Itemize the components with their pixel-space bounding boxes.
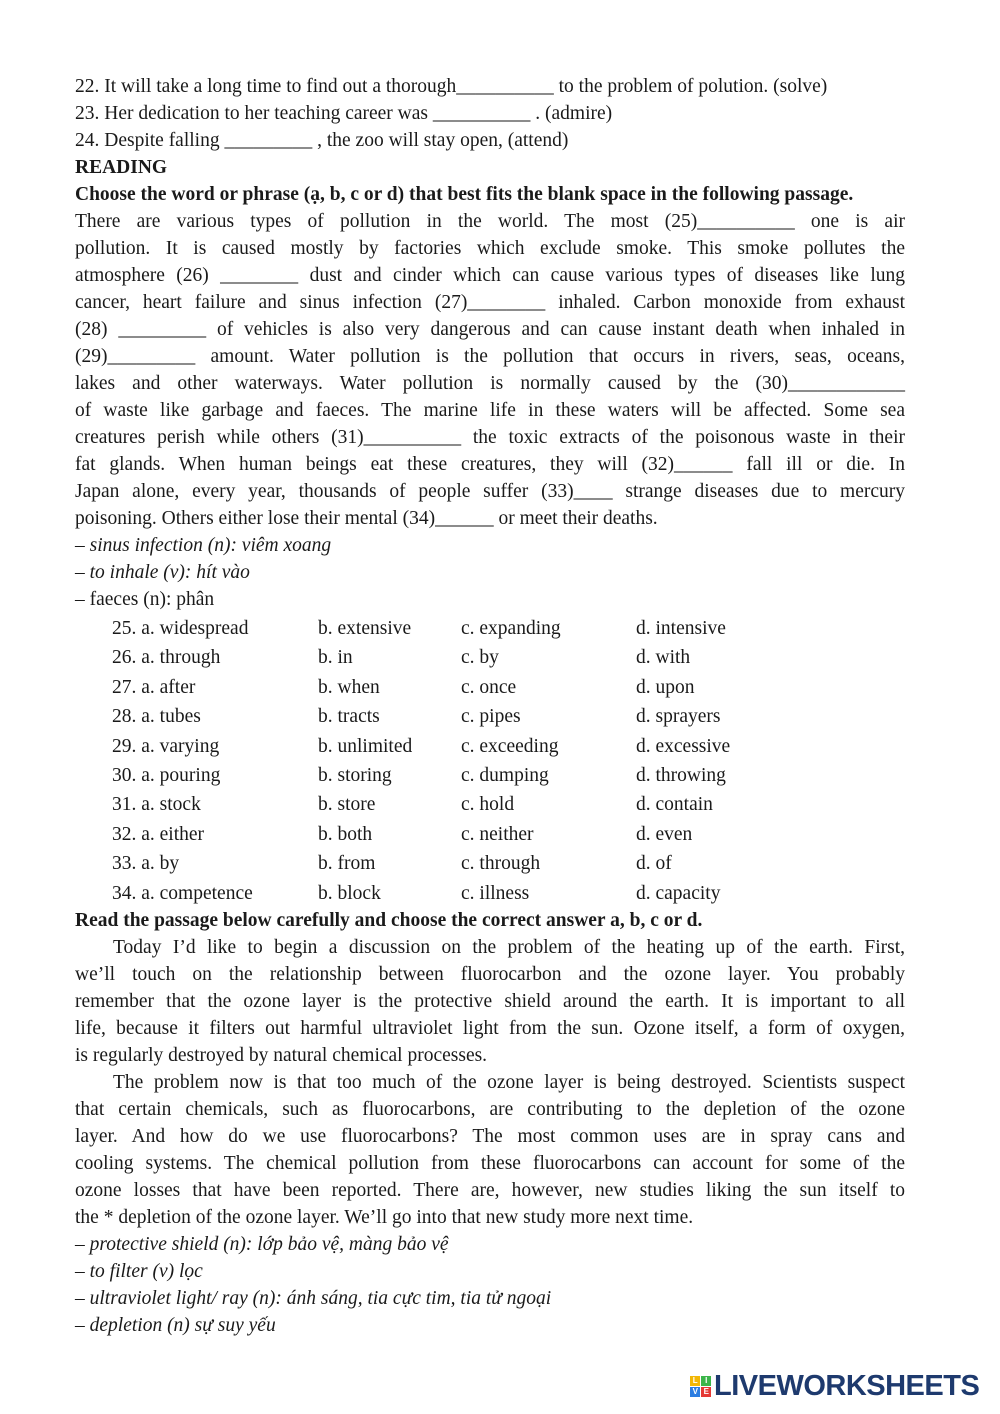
answer-option: c. by xyxy=(461,647,499,669)
passage-line: the * depletion of the ozone layer. We’ll go into that new study more next time. xyxy=(75,1207,694,1228)
answer-option: b. in xyxy=(318,647,353,669)
answer-option: d. excessive xyxy=(636,735,731,757)
logo-icon: L I V E xyxy=(690,1376,711,1397)
answer-option: c. illness xyxy=(461,882,530,904)
answer-option: c. dumping xyxy=(461,765,549,786)
answer-option: 33. a. by xyxy=(112,853,180,875)
passage-line: cancer, heart failure and sinus infection (27)________ inhaled. Carbon monoxide from exhaust xyxy=(75,292,905,313)
answer-option: c. expanding xyxy=(461,618,561,639)
answer-option: 30. a. pouring xyxy=(112,765,221,786)
passage-line: creatures perish while others (31)__________ the toxic extracts of the poisonous waste in their xyxy=(75,427,905,448)
answer-option: d. upon xyxy=(636,676,695,698)
answer-option: b. store xyxy=(318,794,376,816)
passage-line: layer. And how do we use fluorocarbons? The most common uses are in spray cans and xyxy=(75,1126,905,1147)
vocab-note: – depletion (n) sự suy yếu xyxy=(75,1315,276,1336)
answer-option: 31. a. stock xyxy=(112,794,201,816)
passage-line: (29)_________ amount. Water pollution is the pollution that occurs in rivers, seas, oceans, xyxy=(75,346,905,367)
passage-line: fat glands. When human beings eat these creatures, they will (32)______ fall ill or die. In xyxy=(75,454,905,475)
answer-option: b. when xyxy=(318,676,380,698)
question-24: 24. Despite falling _________ , the zoo will stay open, (attend) xyxy=(75,130,569,151)
vocab-note: – sinus infection (n): viêm xoang xyxy=(75,535,332,556)
passage-line: (28) _________ of vehicles is also very dangerous and can cause instant death when inhaled in xyxy=(75,319,905,340)
vocab-note: – protective shield (n): lớp bảo vệ, màng bảo vệ xyxy=(75,1234,449,1255)
answer-option: d. contain xyxy=(636,794,713,816)
answer-option: 26. a. through xyxy=(112,647,221,669)
answer-option: 25. a. widespread xyxy=(112,618,249,639)
liveworksheets-logo xyxy=(690,1370,979,1403)
answer-option: d. intensive xyxy=(636,618,726,639)
answer-option: d. throwing xyxy=(636,765,726,786)
answer-option: b. storing xyxy=(318,765,392,786)
logo-text: LIVEWORKSHEETS xyxy=(714,1370,980,1402)
answer-option: 34. a. competence xyxy=(112,882,253,904)
answer-option: b. extensive xyxy=(318,618,412,639)
answer-option: 29. a. varying xyxy=(112,735,220,757)
passage-line: There are various types of pollution in the world. The most (25)__________ one is air xyxy=(75,211,905,232)
answer-option: b. both xyxy=(318,823,373,845)
passage-line: The problem now is that too much of the ozone layer is being destroyed. Scientists suspect xyxy=(113,1072,905,1093)
passage-line: atmosphere (26) ________ dust and cinder which can cause various types of diseases like lung xyxy=(75,265,905,286)
answer-option: b. tracts xyxy=(318,706,380,728)
answer-option: b. unlimited xyxy=(318,735,413,757)
answer-option: c. once xyxy=(461,676,517,698)
passage-line: lakes and other waterways. Water pollution is normally caused by the (30)____________ xyxy=(75,373,905,394)
answer-option: c. exceeding xyxy=(461,735,559,757)
passage-line: ozone losses that have been reported. There are, however, new studies liking the sun itself to xyxy=(75,1180,905,1201)
instruction: Choose the word or phrase (ạ, b, c or d) that best fits the blank space in the following passage. xyxy=(75,184,854,205)
answer-option: b. block xyxy=(318,882,381,904)
answer-option: b. from xyxy=(318,853,376,875)
answer-option: d. even xyxy=(636,823,693,845)
passage-line: Japan alone, every year, thousands of people suffer (33)____ strange diseases due to mercury xyxy=(75,481,905,502)
answer-option: c. pipes xyxy=(461,706,521,728)
passage-line: Today I’d like to begin a discussion on the problem of the heating up of the earth. First, xyxy=(113,937,905,958)
passage-line: of waste like garbage and faeces. The marine life in these waters will be affected. Some sea xyxy=(75,400,905,421)
question-23: 23. Her dedication to her teaching career was __________ . (admire) xyxy=(75,103,613,124)
passage-line: is regularly destroyed by natural chemical processes. xyxy=(75,1045,488,1066)
passage-line: pollution. It is caused mostly by factories which exclude smoke. This smoke pollutes the xyxy=(75,238,905,259)
passage-line: life, because it filters out harmful ultraviolet light from the sun. Ozone itself, a form of oxygen, xyxy=(75,1018,905,1039)
answer-option: d. capacity xyxy=(636,882,721,904)
answer-option: c. hold xyxy=(461,794,515,816)
question-22: 22. It will take a long time to find out a thorough__________ to the problem of polution. (solve) xyxy=(75,76,828,97)
answer-option: d. sprayers xyxy=(636,706,721,728)
passage-line: cooling systems. The chemical pollution from these fluorocarbons can account for some of the xyxy=(75,1153,905,1174)
passage-line: poisoning. Others either lose their mental (34)______ or meet their deaths. xyxy=(75,508,658,529)
passage-line: remember that the ozone layer is the protective shield around the earth. It is important to all xyxy=(75,991,905,1012)
answer-option: 28. a. tubes xyxy=(112,706,201,728)
answer-option: d. with xyxy=(636,647,691,669)
answer-option: c. through xyxy=(461,853,541,875)
passage-line: we’ll touch on the relationship between fluorocarbon and the ozone layer. You probably xyxy=(75,964,905,985)
vocab-note: – faeces (n): phân xyxy=(75,589,215,610)
section-heading: READING xyxy=(75,157,168,178)
passage-line: that certain chemicals, such as fluorocarbons, are contributing to the depletion of the ozone xyxy=(75,1099,905,1120)
answer-option: 32. a. either xyxy=(112,823,205,845)
answer-option: c. neither xyxy=(461,823,534,845)
answer-option: 27. a. after xyxy=(112,676,196,698)
vocab-note: – to inhale (v): hít vào xyxy=(75,562,250,583)
instruction: Read the passage below carefully and choose the correct answer a, b, c or d. xyxy=(75,910,703,931)
answer-option: d. of xyxy=(636,853,672,875)
vocab-note: – to filter (v) lọc xyxy=(75,1261,203,1282)
vocab-note: – ultraviolet light/ ray (n): ánh sáng, tia cực tim, tia tử ngoại xyxy=(75,1288,552,1309)
